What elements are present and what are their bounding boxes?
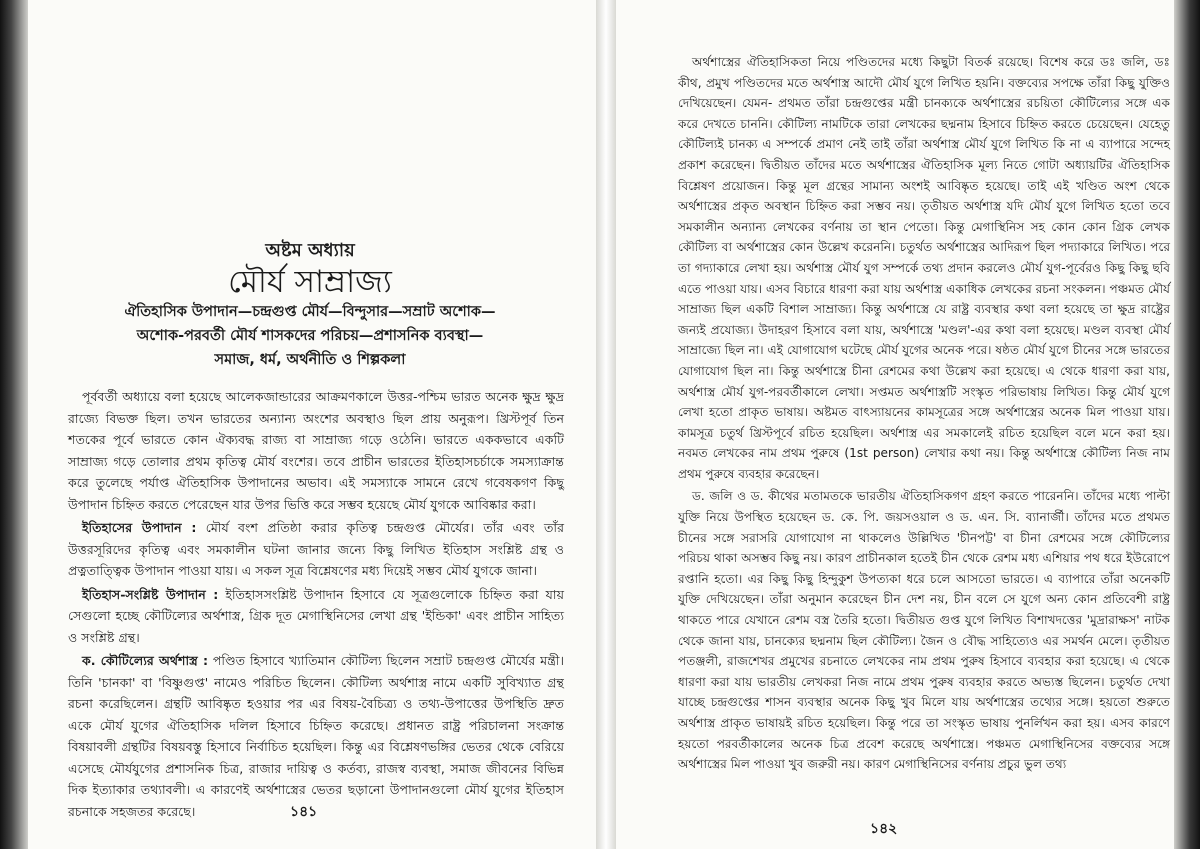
left-body-text — [68, 386, 564, 824]
paragraph: ড. জলি ও ড. কীথের মতামতকে ভারতীয় ঐতিহাসিকগণ গ্রহণ করতে পারেননি। তাঁদের মধ্যে পাল্টা যুক্তি নিয়ে উপস্থিত হয়েছেন ড. কে. পি. জয়সওয়াল ও ড. এন. সি. ব্যানার্জী। তাঁদের মতে প্রথমত চীনের সঙ্গে সরাসরি যোগাযোগ না থাকলেও উল্লিখিত 'চীনপট্ট' বা চীনা রেশমের সঙ্গে কৌটিল্যের পরিচয় থাকা অসম্ভব কিছু নয়। কারণ প্রাচীনকাল হতেই চীন থেকে রেশম মধ্য এশিয়ার পথ ধরে ইউরোপে রপ্তানি হতো। এর কিছু কিছু হিন্দুকুশ উপত্যকা ধরে চলে আসতো ভারতে। এ ব্যাপারে তাঁরা অনেকটি যুক্তি দেখিয়েছেন। তাঁরা অনুমান করেছেন চীন দেশ নয়, চীন বলে সে যুগে অন্য কোন প্রতিবেশী রাষ্ট্র থাকতে পারে যেখানে রেশম বস্ত্র তৈরি হতো। দ্বিতীয়ত গুপ্ত যুগে লিখিত বিশাখদত্তের 'মুদ্রারাক্ষস' নাটক থেকে জানা যায়, চানক্যের ছদ্মনাম ছিল কৌটিল্য। জৈন ও বৌদ্ধ সাহিত্যেও এর সমর্থন মেলে। তৃতীয়ত পতঞ্জলী, রাজশেখর প্রমুখের রচনাতে লেখকের নাম প্রথম পুরুষ হিসাবে ব্যবহার করা হয়েছে। এ থেকে ধারণা করা যায় ভারতীয় লেখকরা নিজ নামে প্রথম পুরুষ ব্যবহার করতে অভ্যস্ত ছিলেন। চতুর্থত দেখা যাচ্ছে চন্দ্রগুপ্তের শাসন ব্যবস্থার অনেক কিছু খুব মিলে যায় অর্থশাস্ত্রের তথ্যের সঙ্গে। হয়তো শুরুতে অর্থশাস্ত্র প্রাকৃত ভাষায়ই রচিত হয়েছিল। কিন্তু পরে তা সংস্কৃত ভাষায় পুনর্লিখন করা হয়। এসব কারণে হয়তো পরবর্তীকালের অনেক চিত্র প্রবেশ করেছে অর্থশাস্ত্রে। পঞ্চমত মেগাস্থিনিসের বক্তব্যের সঙ্গে অর্থশাস্ত্রের মিল পাওয়া খুব জরুরী নয়। কারণ মেগাস্থিনিসের বর্ণনায় প্রচুর ভুল তথ্য — [678, 489, 1170, 772]
intro-paragraph: পূর্ববর্তী অধ্যায়ে বলা হয়েছে আলেকজান্ডারের আক্রমণকালে উত্তর-পশ্চিম ভারত অনেক ক্ষুদ্র ক্ষুদ্র রাজ্যে বিভক্ত ছিল। তখন ভারতের অন্যান্য অংশের অবস্থাও ছিল প্রায় অনুরূপ। খ্রিস্টপূর্ব তিন শতকের পূর্বে ভারতে কোন ঐক্যবদ্ধ রাজ্য বা সাম্রাজ্য গড়ে ওঠেনি। ভারতে এককভাবে একটি সাম্রাজ্য গড়ে তোলার প্রথম কৃতিত্ব মৌর্য বংশের। তবে প্রাচীন ভারতের ইতিহাসচর্চাকে সমস্যাক্রান্ত করে তুলেছে পর্যাপ্ত ঐতিহাসিক উপাদানের অভাব। এই সমস্যাকে সামনে রেখে গবেষকগণ কিছু উপাদান চিহ্নিত করতে পেরেছেন যার উপর ভিত্তি করে সম্ভব হয়েছে মৌর্য যুগকে আবিষ্কার করা। — [68, 389, 564, 512]
left-page — [0, 0, 596, 849]
section-heading: ইতিহাসের উপাদান : — [82, 520, 197, 535]
book-spine — [596, 0, 616, 849]
subtitle-line: সমাজ, ধর্ম, অর্থনীতি ও শিল্পকলা — [214, 352, 406, 368]
right-page-edge — [1174, 0, 1200, 849]
page-number-left: ১৪১ — [290, 804, 318, 820]
right-page — [616, 0, 1200, 849]
subtitle-line: অশোক-পরবর্তী মৌর্য শাসকদের পরিচয়—প্রশাসনিক ব্যবস্থা— — [136, 328, 484, 344]
section-text: পণ্ডিত হিসাবে খ্যাতিমান কৌটিল্য ছিলেন সম্রাট চন্দ্রগুপ্ত মৌর্যের মন্ত্রী। তিনি 'চানকা' বা 'বিষ্ণুগুপ্ত' নামেও পরিচিত ছিলেন। কৌটিল্য অর্থশাস্ত্র নামে একটি সুবিখ্যাত গ্রন্থ রচনা করেছিলেন। গ্রন্থটি আবিষ্কৃত হওয়ার পর এর বিষয়-বৈচিত্র্য ও তথ্য-উপাত্তের উপস্থিতি দ্রুত একে মৌর্য যুগের ঐতিহাসিক দলিল হিসাবে চিহ্নিত করেছে। প্রধানত রাষ্ট্র পরিচালনা সংক্রান্ত বিষয়াবলী গ্রন্থটির বিষয়বস্তু হিসাবে নির্বাচিত হয়েছিল। কিন্তু এর বিশ্লেষণভঙ্গির ভেতর থেকে বেরিয়ে এসেছে মৌর্যযুগের প্রশাসনিক চিত্র, রাজার দায়িত্ব ও কর্তব্য, রাজস্ব ব্যবস্থা, সমাজ জীবনের বিভিন্ন দিক ইত্যাকার তথ্যাবলী। এ কারণেই অর্থশাস্ত্রের ভেতর ছড়ানো উপাদানগুলো মৌর্য যুগের ইতিহাস রচনাকে সহজতর করেছে। — [68, 653, 564, 819]
chapter-title: মৌর্য সাম্রাজ্য — [228, 264, 392, 300]
paragraph: অর্থশাস্ত্রের ঐতিহাসিকতা নিয়ে পণ্ডিতদের মধ্যে কিছুটা বিতর্ক রয়েছে। বিশেষ করে ডঃ জলি, ডঃ কীথ, প্রমুখ পণ্ডিতদের মতে অর্থশাস্ত্র আদৌ মৌর্য যুগে লিখিত হয়নি। বক্তব্যের সপক্ষে তাঁরা কিছু যুক্তিও দেখিয়েছেন। যেমন- প্রথমত তাঁরা চন্দ্রগুপ্তের মন্ত্রী চানক্যকে অর্থশাস্ত্রের রচয়িতা কৌটিল্যের সঙ্গে এক করে দেখতে চাননি। কৌটিল্য নামটিকে তারা লেখকের ছদ্মনাম হিসাবে চিহ্নিত করতে চেয়েছেন। যেহেতু কৌটিল্যই চানক্য এ সম্পর্কে প্রমাণ নেই তাই তাঁরা অর্থশাস্ত্র মৌর্য যুগে লিখিত কি না এ ব্যাপারে সন্দেহ প্রকাশ করেছেন। দ্বিতীয়ত তাঁদের মতে অর্থশাস্ত্রের ঐতিহাসিক মূল্য নিতে গোটা অধ্যায়টির ঐতিহাসিক বিশ্লেষণ প্রয়োজন। কিন্তু মূল গ্রন্থের সামান্য অংশই আবিষ্কৃত হয়েছে। তাই এই খণ্ডিত অংশ থেকে অর্থশাস্ত্রের প্রকৃত অবস্থান চিহ্নিত করা সম্ভব নয়। তৃতীয়ত অর্থশাস্ত্র যদি মৌর্য যুগে লিখিত হতো তবে সমকালীন অন্যান্য লেখকের বর্ণনায় তা স্থান পেতো। কিন্তু মেগাস্থিনিস সহ কোন কোন গ্রিক লেখক কৌটিল্য বা অর্থশাস্ত্রের কোন উল্লেখ করেননি। চতুর্থত অর্থশাস্ত্রের আদিরূপ ছিল পদ্যাকারে লিখিত। পরে তা গদ্যাকারে লেখা হয়। অর্থশাস্ত্র মৌর্য যুগ সম্পর্কে তথ্য প্রদান করলেও মৌর্য যুগ-পূর্বেরও কিছু কিছু ছবি এতে পাওয়া যায়। এসব বিচারে ধারণা করা যায় অর্থশাস্ত্র একাধিক লেখকের রচনা সংকলন। পঞ্চমত মৌর্য সাম্রাজ্য ছিল একটি বিশাল সাম্রাজ্য। কিন্তু অর্থশাস্ত্রে যে রাষ্ট্র ব্যবস্থার কথা বলা হয়েছে তা ক্ষুদ্র রাষ্ট্রের জন্যই প্রযোজ্য। উদাহরণ হিসাবে বলা যায়, অর্থশাস্ত্রে 'মণ্ডল'-এর কথা বলা হয়েছে। মণ্ডল ব্যবস্থা মৌর্য সাম্রাজ্যে ছিল না। এই যোগাযোগ ঘটেছে মৌর্য যুগের অনেক পরে। ষষ্ঠত মৌর্য যুগে চীনের সঙ্গে ভারতের যোগাযোগ ছিল না। কিন্তু অর্থশাস্ত্রে চীনা রেশমের কথা উল্লেখ করা হয়েছে। এ থেকে ধারণা করা যায়, অর্থশাস্ত্র মৌর্য যুগ-পরবর্তীকালে লেখা। সপ্তমত অর্থশাস্ত্রটি সংস্কৃত পরিভাষায় লিখিত। কিন্তু মৌর্য যুগে লেখা হতো প্রাকৃত ভাষায়। অষ্টমত বাৎস্যায়নের কামসূত্রের সঙ্গে অর্থশাস্ত্রের অনেক মিল পাওয়া যায়। কামসূত্র চতুর্থ খ্রিস্টপূর্বে রচিত হয়েছিল। অর্থশাস্ত্র এর সমকালেই রচিত হয়েছিল বলে মনে করা হয়। নবমত লেখকের নাম প্রথম পুরুষে (1st person) লেখার কথা নয়। কিন্তু অর্থশাস্ত্রে কৌটিল্য নিজ নাম প্রথম পুরুষে ব্যবহার করেছেন। — [678, 55, 1170, 481]
section-paragraph — [68, 584, 564, 649]
section-text: মৌর্য বংশ প্রতিষ্ঠা করার কৃতিত্ব চন্দ্রগুপ্ত মৌর্যের। তাঁর এবং তাঁর উত্তরসূরিদের কৃতিত্ব এবং সমকালীন ঘটনা জানার জন্যে কিছু লিখিত ইতিহাস সংশ্লিষ্ট গ্রন্থ ও প্রত্নতাত্ত্বিক উপাদান পাওয়া যায়। এ সকল সূত্র বিশ্লেষণের মধ্য দিয়েই সম্ভব মৌর্য যুগকে জানা। — [68, 520, 565, 578]
section-paragraph — [68, 517, 564, 582]
page-number-right: ১৪২ — [870, 821, 898, 837]
section-paragraph — [68, 650, 564, 822]
section-heading: ক. কৌটিল্যের অর্থশাস্ত্র : — [82, 653, 209, 668]
right-body-text — [678, 52, 1170, 777]
subtitle-line: ঐতিহাসিক উপাদান—চন্দ্রগুপ্ত মৌর্য—বিন্দুসার—সম্রাট অশোক— — [124, 304, 496, 320]
section-heading: ইতিহাস-সংশ্লিষ্ট উপাদান : — [82, 586, 219, 602]
chapter-label: অষ্টম অধ্যায় — [265, 240, 355, 261]
section-text: ইতিহাসসংশ্লিষ্ট উপাদান হিসাবে যে সূত্রগুলোকে চিহ্নিত করা যায় সেগুলো হচ্ছে কৌটিল্যের অর্থশাস্ত্র, গ্রিক দূত মেগাস্থিনিসের লেখা গ্রন্থ 'ইন্ডিকা' এবং প্রাচীন সাহিত্য ও সংশ্লিষ্ট গ্রন্থ। — [68, 586, 564, 645]
chapter-subtitle — [60, 300, 560, 372]
left-page-edge — [0, 0, 28, 849]
